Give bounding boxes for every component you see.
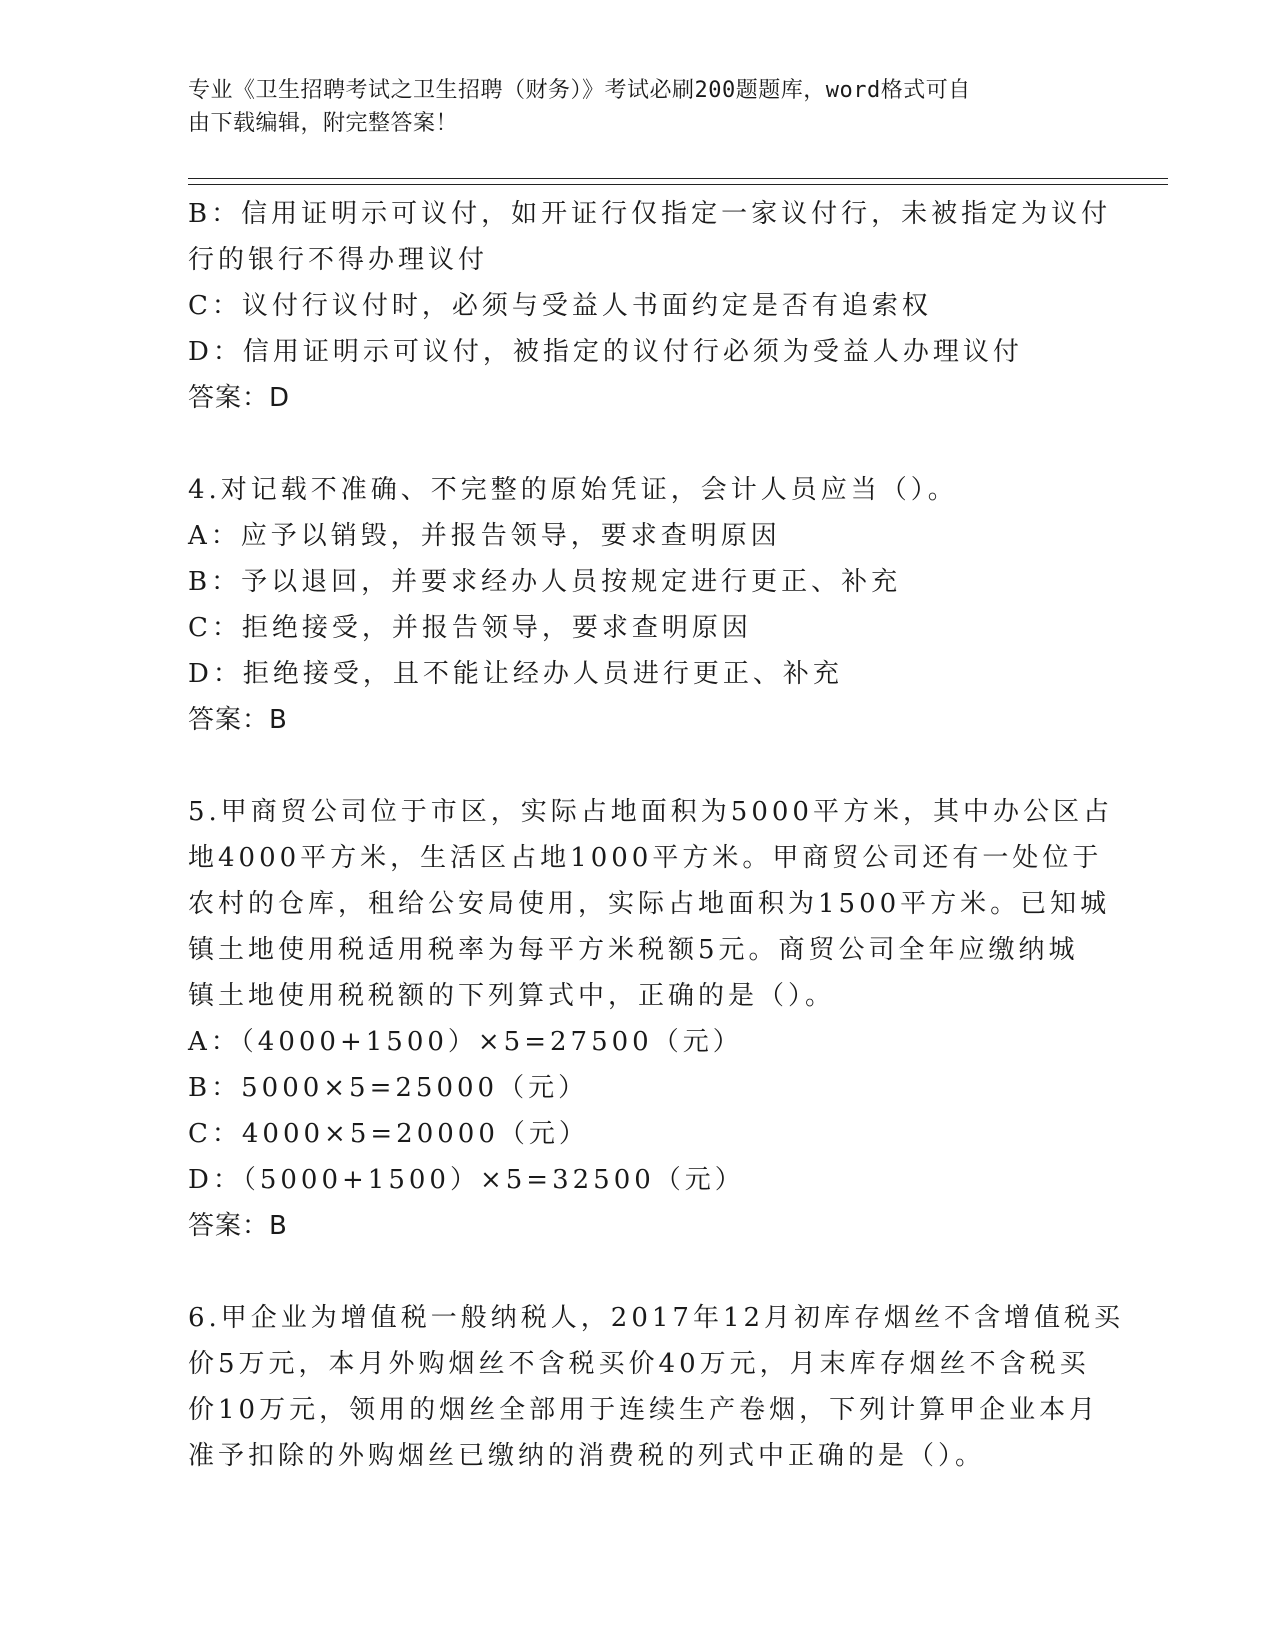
q6-stem-line-1: 6.甲企业为增值税一般纳税人，2017年12月初库存烟丝不含增值税买 bbox=[188, 1303, 1125, 1333]
q3-option-d: D：信用证明示可议付，被指定的议付行必须为受益人办理议付 bbox=[188, 337, 1023, 367]
q5-stem-line-4: 镇土地使用税适用税率为每平方米税额5元。商贸公司全年应缴纳城 bbox=[188, 935, 1079, 965]
question-3 bbox=[188, 191, 1112, 421]
q6-stem-line-3: 价10万元，领用的烟丝全部用于连续生产卷烟，下列计算甲企业本月 bbox=[188, 1395, 1100, 1425]
document-header bbox=[188, 74, 1068, 140]
q3-answer: 答案：D bbox=[188, 383, 291, 413]
q5-answer: 答案：B bbox=[188, 1211, 288, 1241]
header-line-2: 由下载编辑，附完整答案！ bbox=[188, 111, 459, 136]
document-body bbox=[188, 191, 1125, 1479]
q5-stem-line-5: 镇土地使用税税额的下列算式中，正确的是（）。 bbox=[188, 981, 836, 1011]
q6-stem-line-2: 价5万元，本月外购烟丝不含税买价40万元，月末库存烟丝不含税买 bbox=[188, 1349, 1090, 1379]
question-4 bbox=[188, 467, 1088, 743]
question-5 bbox=[188, 789, 1113, 1249]
q4-option-d: D：拒绝接受，且不能让经办人员进行更正、补充 bbox=[188, 659, 843, 689]
header-divider-top bbox=[188, 178, 1168, 179]
q5-option-d: D：（5000+1500）×5=32500（元） bbox=[188, 1165, 745, 1195]
q5-option-c: C：4000×5=20000（元） bbox=[188, 1119, 589, 1149]
spacer bbox=[188, 1249, 1088, 1295]
q5-stem-line-2: 地4000平方米，生活区占地1000平方米。甲商贸公司还有一处位于 bbox=[188, 843, 1103, 873]
header-divider-bottom bbox=[188, 184, 1168, 185]
q3-option-b-line-1: B：信用证明示可议付，如开证行仅指定一家议付行，未被指定为议付 bbox=[188, 199, 1112, 229]
header-line-1: 专业《卫生招聘考试之卫生招聘（财务）》考试必刷200题题库，word格式可自 bbox=[188, 78, 971, 103]
spacer bbox=[188, 421, 1088, 467]
q6-stem-line-4: 准予扣除的外购烟丝已缴纳的消费税的列式中正确的是（）。 bbox=[188, 1441, 986, 1471]
question-6 bbox=[188, 1295, 1125, 1479]
q5-option-a: A：（4000+1500）×5=27500（元） bbox=[188, 1027, 743, 1057]
q4-stem: 4.对记载不准确、不完整的原始凭证，会计人员应当（）。 bbox=[188, 475, 958, 505]
q4-option-a: A：应予以销毁，并报告领导，要求查明原因 bbox=[188, 521, 781, 551]
q5-stem-line-3: 农村的仓库，租给公安局使用，实际占地面积为1500平方米。已知城 bbox=[188, 889, 1111, 919]
q4-answer: 答案：B bbox=[188, 705, 288, 735]
q3-option-c: C：议付行议付时，必须与受益人书面约定是否有追索权 bbox=[188, 291, 932, 321]
spacer bbox=[188, 743, 1088, 789]
q4-option-b: B：予以退回，并要求经办人员按规定进行更正、补充 bbox=[188, 567, 902, 597]
q5-option-b: B：5000×5=25000（元） bbox=[188, 1073, 589, 1103]
q4-option-c: C：拒绝接受，并报告领导，要求查明原因 bbox=[188, 613, 752, 643]
q5-stem-line-1: 5.甲商贸公司位于市区，实际占地面积为5000平方米，其中办公区占 bbox=[188, 797, 1113, 827]
q3-option-b-line-2: 行的银行不得办理议付 bbox=[188, 245, 489, 275]
